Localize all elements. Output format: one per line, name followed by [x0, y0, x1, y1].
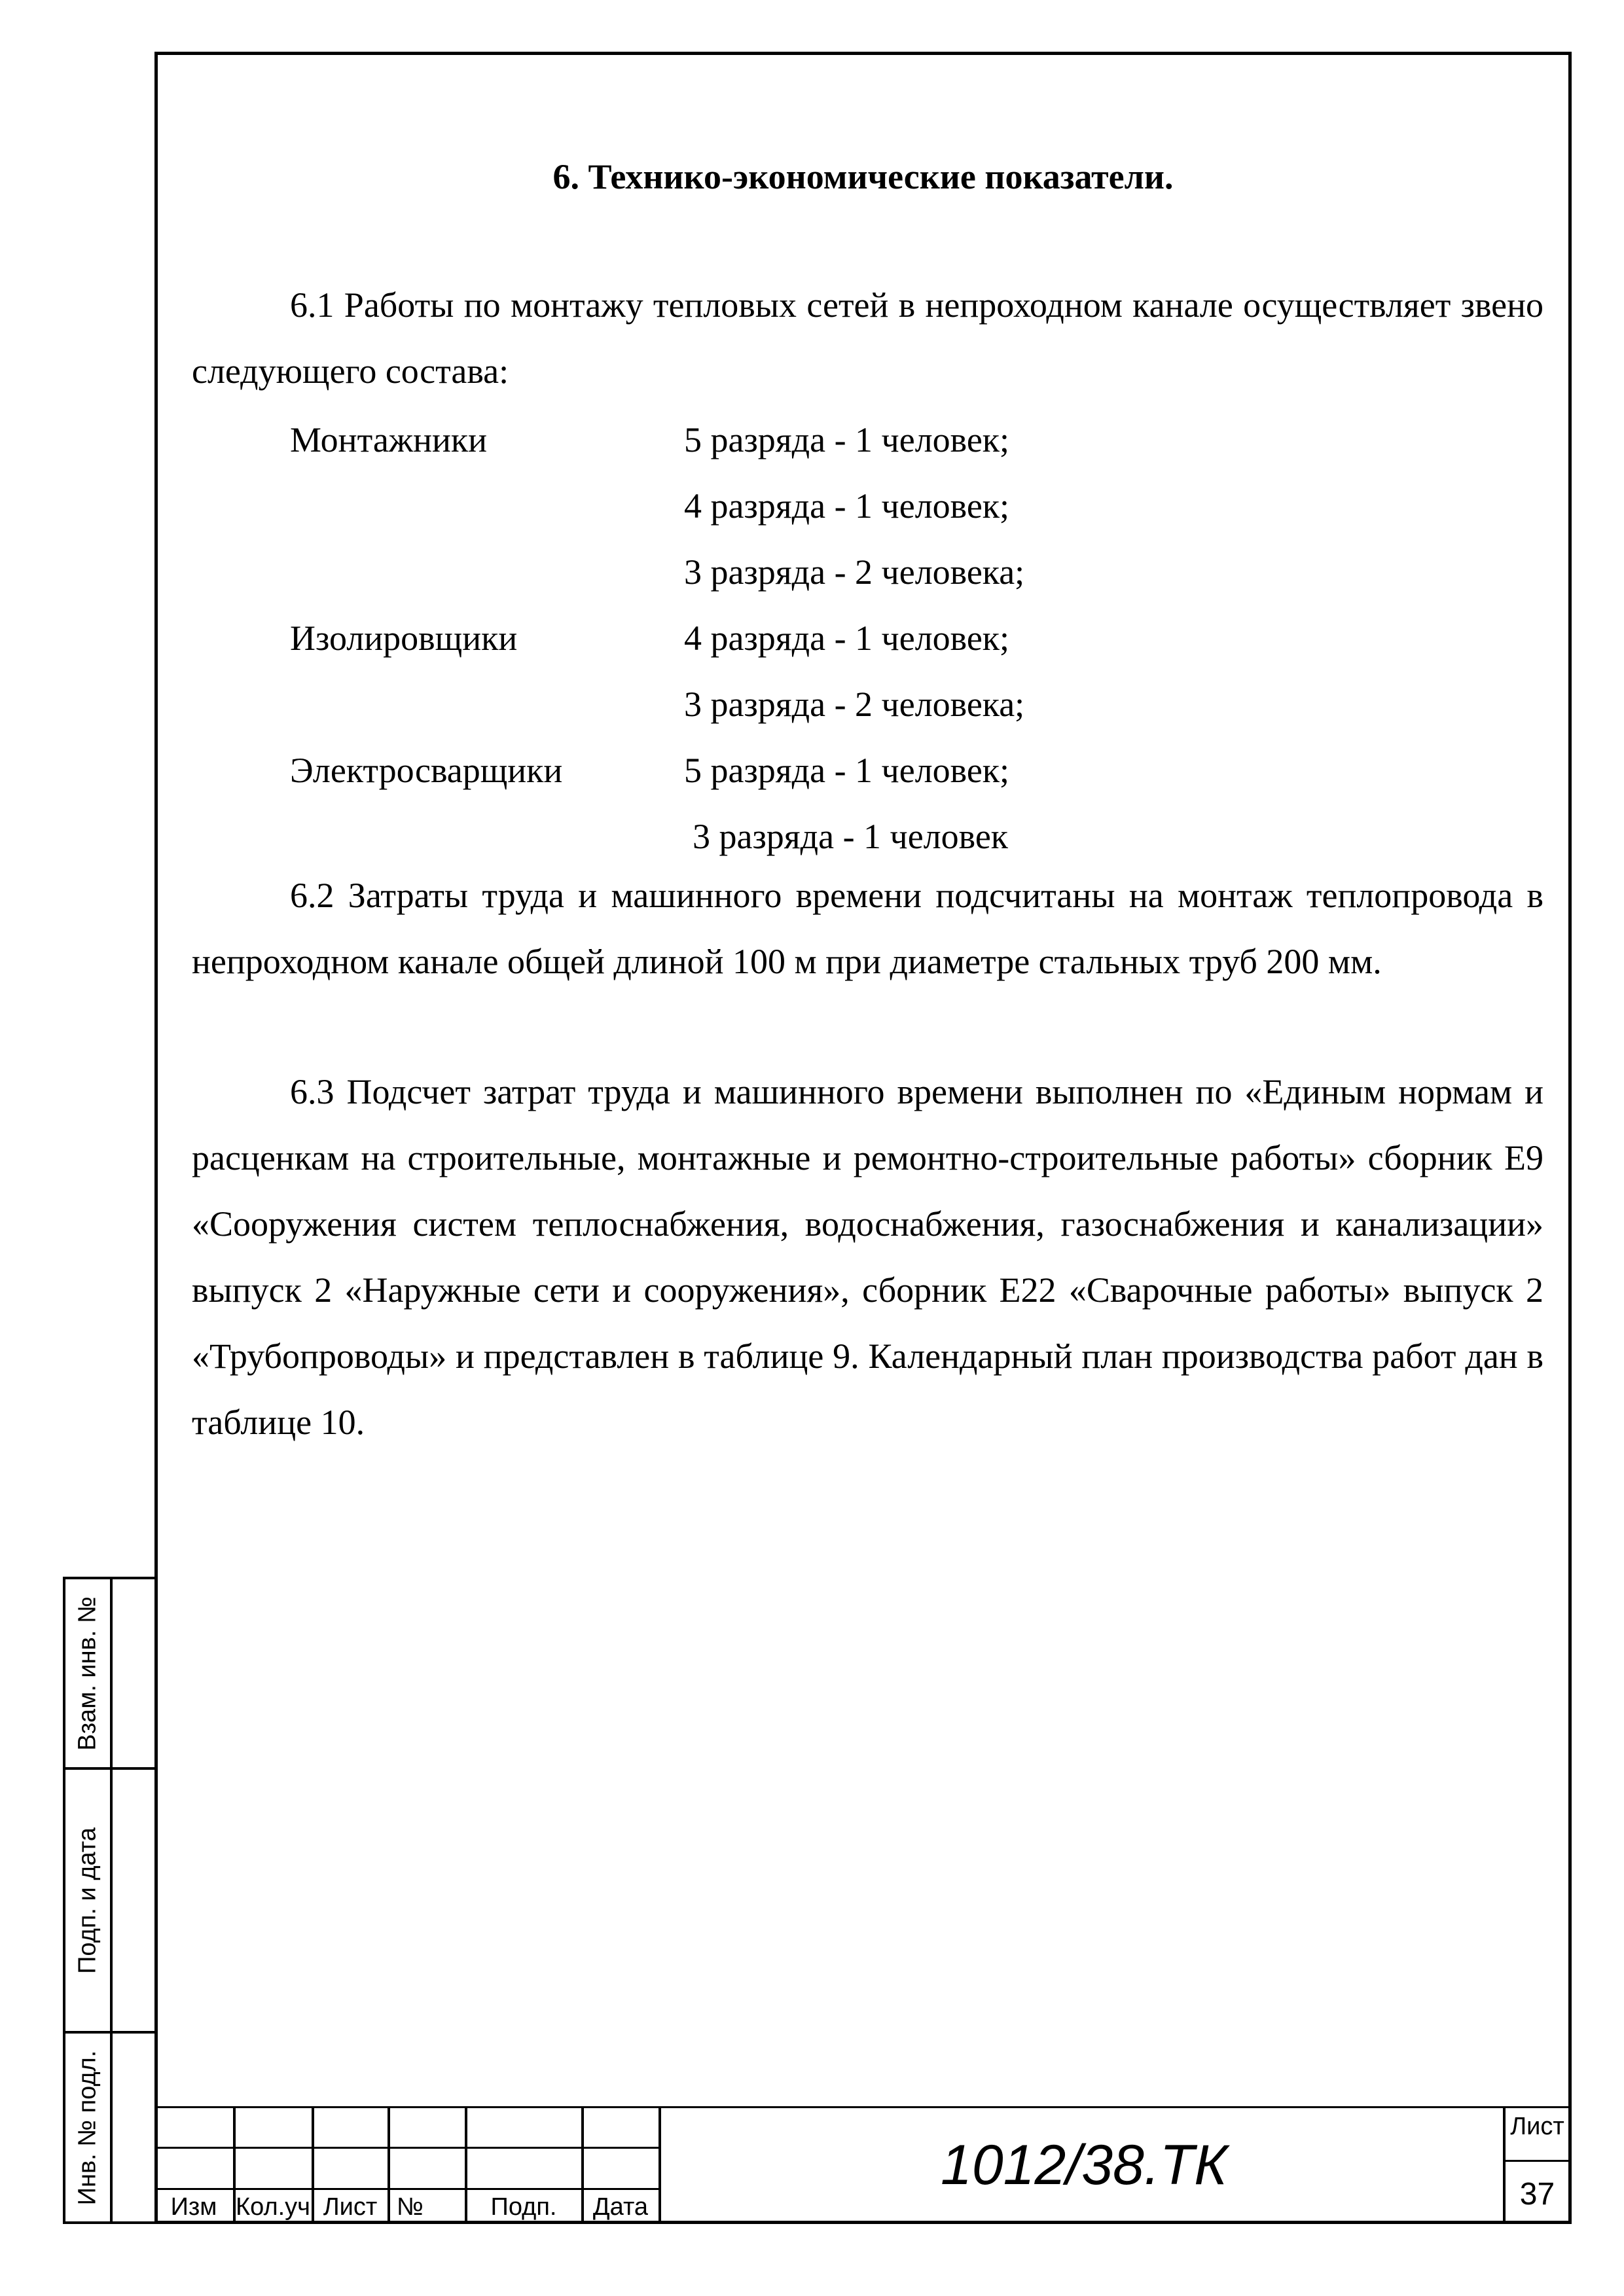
- crew-value: 3 разряда - 2 человека;: [684, 685, 1025, 724]
- paragraph-6-1: 6.1 Работы по монтажу тепловых сетей в непроходном канале осуществляет звено следующего состава:: [192, 285, 1543, 391]
- crew-role-insulators: Изолировщики: [290, 619, 518, 658]
- side-label-vzam: Взам. инв. №: [73, 1596, 101, 1751]
- crew-role-welders: Электросварщики: [290, 751, 563, 790]
- crew-value: 5 разряда - 1 человек;: [684, 751, 1010, 790]
- col-kol: Кол.уч: [236, 2193, 310, 2221]
- crew-role-installers: Монтажники: [290, 420, 488, 459]
- crew-value: 3 разряда - 1 человек: [693, 817, 1009, 856]
- crew-value: 4 разряда - 1 человек;: [684, 486, 1010, 526]
- side-strip-inv-podl: [63, 2031, 154, 2224]
- crew-value: 5 разряда - 1 человек;: [684, 420, 1010, 459]
- title-block: [154, 2106, 1572, 2224]
- col-list: Лист: [323, 2193, 378, 2221]
- document-code: 1012/38.ТК: [941, 2134, 1227, 2197]
- col-data: Дата: [592, 2193, 649, 2221]
- crew-value: 4 разряда - 1 человек;: [684, 619, 1010, 658]
- col-no: №: [397, 2193, 424, 2221]
- col-podp: Подп.: [490, 2193, 557, 2221]
- section-title: 6. Технико-экономические показатели.: [552, 157, 1174, 196]
- col-izm: Изм: [170, 2193, 217, 2221]
- side-strip-podp-data: [63, 1767, 154, 2034]
- side-label-inv-podl: Инв. № подл.: [73, 2050, 101, 2205]
- side-strip-vzam: [63, 1577, 154, 1770]
- sheet-label: Лист: [1510, 2113, 1564, 2140]
- side-label-podp-data: Подп. и дата: [73, 1827, 101, 1974]
- crew-value: 3 разряда - 2 человека;: [684, 552, 1025, 592]
- paragraph-6-2: 6.2 Затраты труда и машинного времени подсчитаны на монтаж теплопровода в непроходном канале общей длиной 100 м при диаметре стальных труб 200 мм.: [192, 876, 1543, 981]
- sheet-number: 37: [1519, 2177, 1555, 2212]
- paragraph-6-3: 6.3 Подсчет затрат труда и машинного времени выполнен по «Единым нормам и расценкам на строительные, монтажные и ремонтно-строительные работы» сборник Е9 «Сооружения систем теплоснабжения, водоснабжения, газоснабжения и канализации» выпуск 2 «Наружные сети и сооружения», сборник Е22 «Сварочные работы» выпуск 2 «Трубопроводы» и представлен в таблице 9. Календарный план производства работ дан в таблице 10.: [192, 1072, 1543, 1442]
